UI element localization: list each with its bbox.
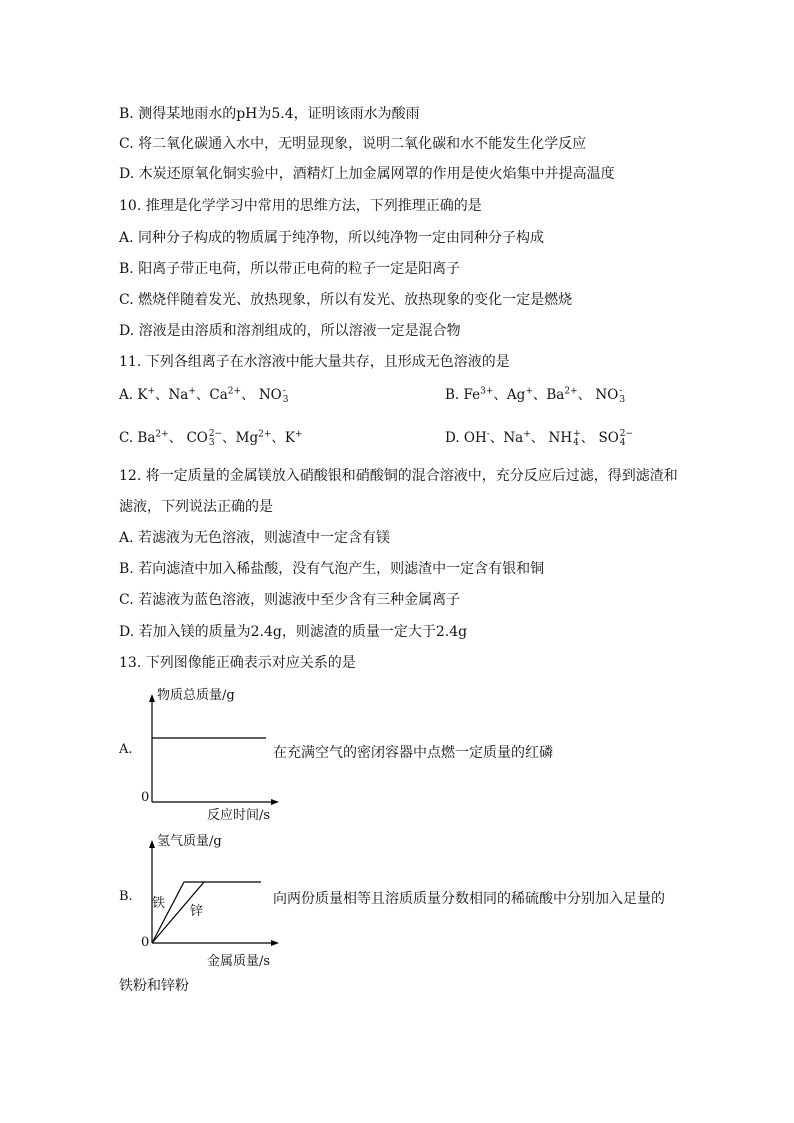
q11-stem: 11. 下列各组离子在水溶液中能大量共存，且形成无色溶液的是 — [119, 354, 510, 370]
q10-option-b: B. 阳离子带正电荷，所以带正电荷的粒子一定是阳离子 — [119, 261, 461, 277]
q11-option-b: B. $Fe^{3+}$、Ag+、$Ba^{2+}$、 NO - 3 — [445, 385, 626, 405]
q10-option-c: C. 燃烧伴随着发光、放热现象，所以有发光、放热现象的变化一定是燃烧 — [119, 292, 573, 308]
q13-stem: 13. 下列图像能正确表示对应关系的是 — [119, 655, 356, 671]
q11-option-d: D. OH-、Na+、 NH + 4 、 SO 2− 4 — [445, 428, 634, 448]
q10-option-a: A. 同种分子构成的物质属于纯净物，所以纯净物一定由同种分子构成 — [119, 230, 545, 246]
q11-option-c-label: C. — [119, 430, 134, 446]
graph-a-y-arrow — [149, 694, 155, 702]
q11-option-b-label: B. — [445, 387, 460, 403]
q10-stem: 10. 推理是化学学习中常用的思维方法，下列推理正确的是 — [119, 198, 482, 214]
graph-b-x-arrow — [271, 940, 279, 946]
q12-option-c: C. 若滤液为蓝色溶液，则滤液中至少含有三种金属离子 — [119, 592, 461, 608]
graph-a — [140, 694, 280, 808]
q12-stem: 12. 将一定质量的金属镁放入硝酸银和硝酸铜的混合溶液中，充分反应后过滤，得到滤渣和 — [119, 468, 678, 484]
q12-option-b: B. 若向滤渣中加入稀盐酸，没有气泡产生，则滤渣中一定含有银和铜 — [119, 561, 545, 577]
q9-option-d: D. 木炭还原氧化铜实验中，酒精灯上加金属网罩的作用是使火焰集中并提高温度 — [119, 166, 615, 182]
graph-a-description: 在充满空气的密闭容器中点燃一定质量的红磷 — [273, 745, 553, 761]
q11-option-a-label: A. — [119, 387, 134, 403]
q13-option-b-label: B. — [119, 889, 133, 904]
q10-option-d: D. 溶液是由溶质和溶剂组成的，所以溶液一定是混合物 — [119, 323, 461, 339]
graph-b-ylabel: 氢气质量/g — [157, 834, 222, 849]
graph-a-xlabel: 反应时间/s — [207, 808, 271, 823]
q12-stem-continued: 滤液，下列说法正确的是 — [119, 499, 273, 515]
graph-b-description: 向两份质量相等且溶质质量分数相同的稀硫酸中分别加入足量的 — [273, 891, 665, 907]
graph-b-y-arrow — [149, 840, 155, 848]
graph-b-xlabel: 金属质量/s — [207, 954, 271, 969]
q9-option-b: B. 测得某地雨水的pH为5.4，证明该雨水为酸雨 — [119, 106, 420, 122]
graph-a-origin: 0 — [141, 790, 150, 805]
graph-a-ylabel: 物质总质量/g — [157, 688, 235, 703]
graph-b-origin: 0 — [141, 935, 150, 950]
q12-option-d: D. 若加入镁的质量为2.4g，则滤渣的质量一定大于2.4g — [119, 624, 468, 640]
q12-option-a: A. 若滤液为无色溶液，则滤渣中一定含有镁 — [119, 530, 391, 546]
graph-a-x-arrow — [271, 799, 279, 805]
graph-b-iron-label: 铁 — [152, 896, 166, 911]
q9-option-c: C. 将二氧化碳通入水中，无明显现象，说明二氧化碳和水不能发生化学反应 — [119, 136, 587, 152]
q11-option-a: A. K+、Na+、$Ca^{2+}$、 NO - 3 — [119, 385, 289, 405]
graph-b-zinc-label: 锌 — [190, 904, 204, 919]
q11-option-c: C. $Ba^{2+}$、 CO 2− 3 、$Mg^{2+}$、K+ — [119, 428, 303, 448]
q13-option-b-tail: 铁粉和锌粉 — [119, 978, 189, 994]
q11-option-d-label: D. — [445, 430, 460, 446]
q13-option-a-label: A. — [119, 742, 133, 757]
